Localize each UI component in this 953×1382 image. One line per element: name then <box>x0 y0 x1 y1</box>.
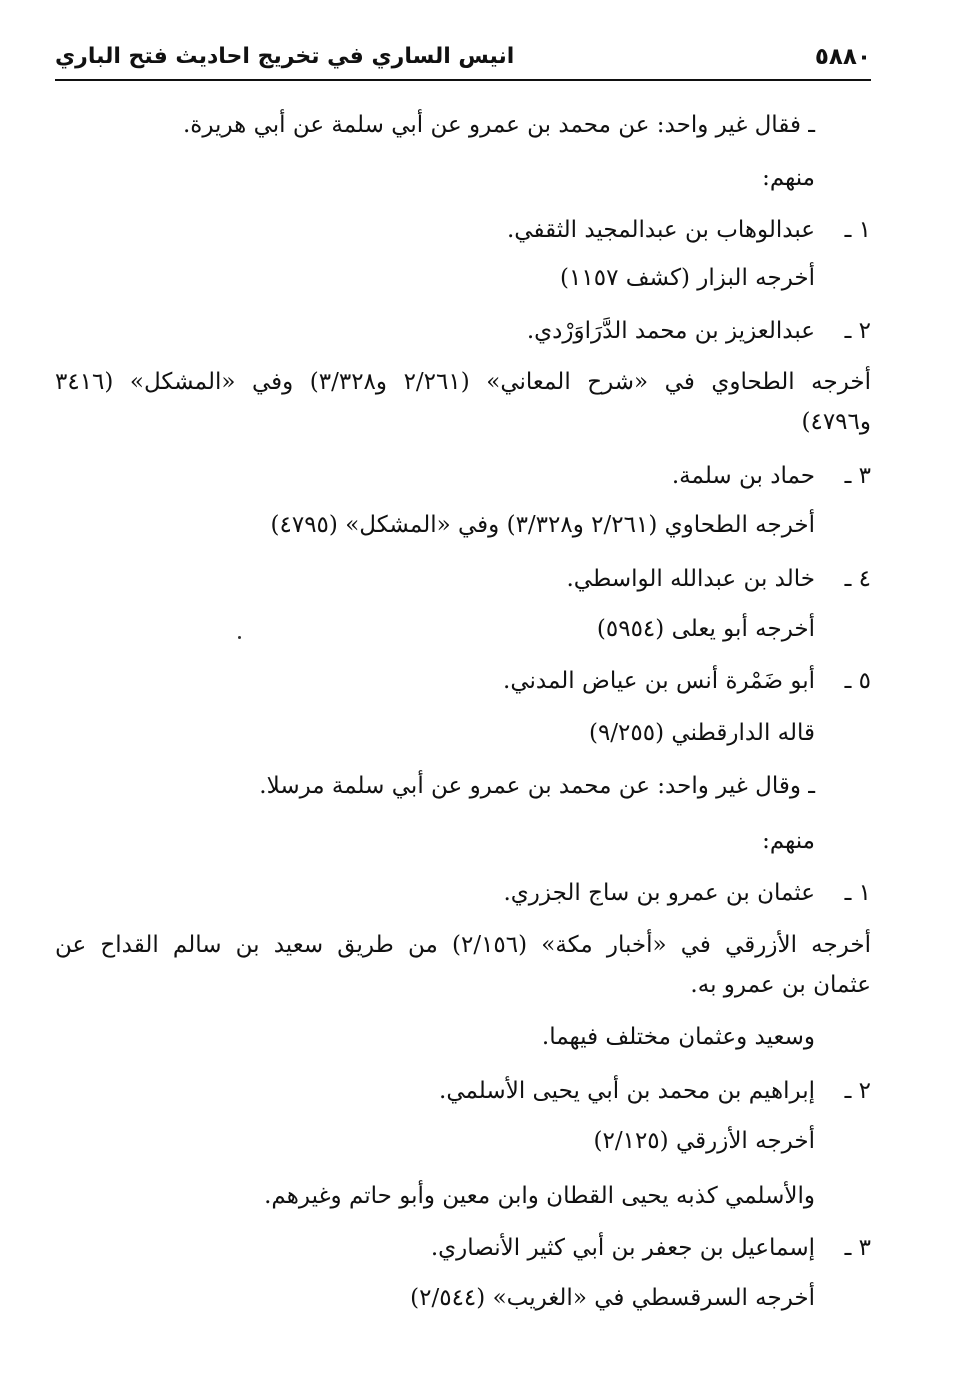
takhrij-note: أخرجه الطحاوي في «شرح المعاني» (٢/٢٦١ و٣/٣٢٨) وفي «المشكل» (٣٤١٦ <box>55 369 871 395</box>
item-number: ٥ ـ <box>844 668 871 694</box>
section1-minhum: منهم: <box>762 165 815 191</box>
narrator-name: عثمان بن عمرو بن ساج الجزري. <box>503 880 815 906</box>
item-number: ١ ـ <box>844 217 871 243</box>
running-header <box>55 38 871 78</box>
book-title: انيس الساري في تخريج احاديث فتح الباري <box>55 44 515 69</box>
takhrij-note-continuation: و٤٧٩٦) <box>801 409 871 435</box>
commentary: والأسلمي كذبه يحيى القطان وابن معين وأبو حاتم وغيرهم. <box>264 1183 815 1209</box>
takhrij-note: أخرجه الأزرقي (٢/١٢٥) <box>593 1128 815 1154</box>
narrator-name: أبو ضَمْرة أنس بن عياض المدني. <box>503 668 815 694</box>
takhrij-note: أخرجه السرقسطي في «الغريب» (٢/٥٤٤) <box>410 1285 815 1311</box>
item-number: ٢ ـ <box>844 1078 871 1104</box>
takhrij-note: أخرجه الطحاوي (٢/٢٦١ و٣/٣٢٨) وفي «المشكل» (٤٧٩٥) <box>270 512 815 538</box>
narrator-name: عبدالوهاب بن عبدالمجيد الثقفي. <box>506 217 815 243</box>
takhrij-note: أخرجه الأزرقي في «أخبار مكة» (٢/١٥٦) من طريق سعيد بن سالم القداح عن <box>55 932 871 958</box>
page-speck <box>238 636 241 639</box>
section1-intro: ـ فقال غير واحد: عن محمد بن عمرو عن أبي سلمة عن أبي هريرة. <box>183 112 815 138</box>
takhrij-note: أخرجه أبو يعلى (٥٩٥٤) <box>596 616 815 642</box>
section2-intro: ـ وقال غير واحد: عن محمد بن عمرو عن أبي سلمة مرسلا. <box>259 773 815 799</box>
takhrij-note: قاله الدارقطني (٩/٢٥٥) <box>588 720 815 746</box>
narrator-name: حماد بن سلمة. <box>671 463 815 489</box>
item-number: ٣ ـ <box>844 1235 871 1261</box>
page-number: ٥٨٨٠ <box>814 44 871 70</box>
takhrij-note-continuation: عثمان بن عمرو به. <box>690 972 871 998</box>
header-rule <box>55 79 871 81</box>
narrator-name: عبدالعزيز بن محمد الدَّرَاوَرْدي. <box>526 318 815 344</box>
narrator-name: خالد بن عبدالله الواسطي. <box>566 566 815 592</box>
item-number: ٤ ـ <box>844 566 871 592</box>
item-number: ٢ ـ <box>844 318 871 344</box>
narrator-name: إبراهيم بن محمد بن أبي يحيى الأسلمي. <box>439 1078 815 1104</box>
item-number: ١ ـ <box>844 880 871 906</box>
commentary: وسعيد وعثمان مختلف فيهما. <box>541 1024 815 1050</box>
item-number: ٣ ـ <box>844 463 871 489</box>
section2-minhum: منهم: <box>762 828 815 854</box>
takhrij-note: أخرجه البزار (كشف ١١٥٧) <box>560 265 815 291</box>
narrator-name: إسماعيل بن جعفر بن أبي كثير الأنصاري. <box>430 1235 815 1261</box>
